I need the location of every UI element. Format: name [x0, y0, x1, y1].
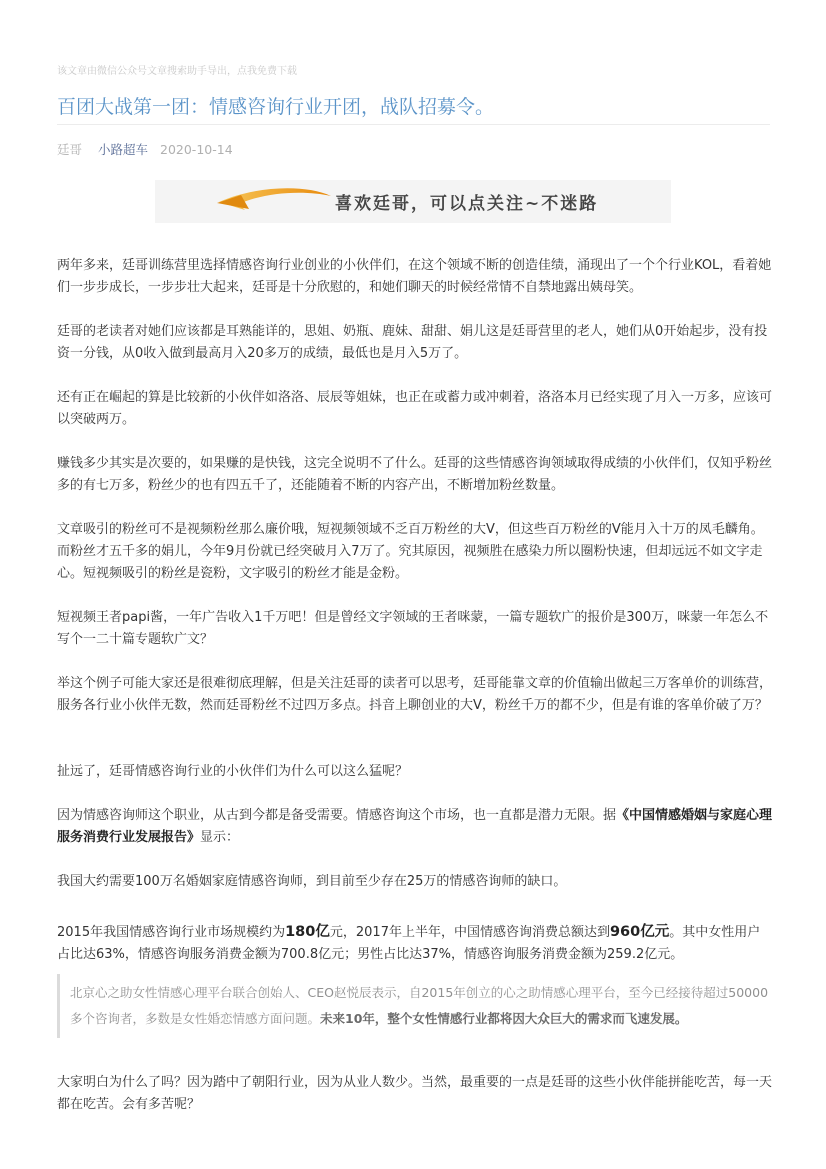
paragraph: 扯远了，廷哥情感咨询行业的小伙伴们为什么可以这么猛呢？ — [57, 764, 409, 779]
paragraph: 短视频王者papi酱，一年广告收入1千万吧！但是曾经文字领域的王者咪蒙，一篇专题软广的报价是300万，咪蒙一年怎么不写个一二十篇专题软广文？ — [57, 610, 769, 647]
quote-text: 北京心之助女性情感心理平台联合创始人、CEO赵悦辰表示，自2015年创立的心之助情感心理平台，至今已经接待超过50000多个咨询者，多数是女性婚恋情感方面问题。 — [70, 985, 769, 1026]
article-meta — [57, 140, 233, 158]
highlight-value: 180亿 — [285, 924, 330, 940]
highlight-value: 960亿元 — [609, 924, 670, 940]
paragraph: 大家明白为什么了吗？因为踏中了朝阳行业，因为从业人数少。当然，最重要的一点是廷哥的这些小伙伴能拼能吃苦，每一天都在吃苦。会有多苦呢？ — [57, 1075, 773, 1112]
follow-banner — [155, 180, 671, 223]
report-title: 《中国情感婚姻与家庭心理服务消费行业发展报告》 — [57, 808, 773, 845]
paragraph: 两年多来，廷哥训练营里选择情感咨询行业创业的小伙伴们，在这个领域不断的创造佳绩，涌现出了一个个行业KOL，看着她们一步步成长，一步步壮大起来，廷哥是十分欣慰的，和她们聊天的时候经常情不自禁地露出姨母笑。 — [57, 258, 772, 295]
follow-banner-text: 喜欢廷哥，可以点关注~不迷路 — [335, 194, 599, 214]
paragraph-text: 元，2017年上半年，中国情感咨询消费总额达到 — [329, 925, 610, 940]
paragraph-text: 因为情感咨询师这个职业，从古到今都是备受需要。情感咨询这个市场，也一直都是潜力无限。据 — [57, 808, 617, 823]
paragraph-text: 。其中女性用户占比达63%，情感咨询服务消费金额为700.8亿元；男性占比达37%，情感咨询服务消费金额为259.2亿元。 — [57, 925, 761, 962]
paragraph: 我国大约需要100万名婚姻家庭情感咨询师，到目前至少存在25万的情感咨询师的缺口。 — [57, 874, 567, 889]
article-body — [57, 255, 773, 1116]
account-name-link[interactable]: 小路超车 — [98, 142, 149, 157]
quote-emphasis: 未来10年，整个女性情感行业都将因大众巨大的需求而飞速发展。 — [320, 1011, 688, 1026]
swoosh-arrow-icon — [155, 180, 335, 223]
author-name: 廷哥 — [57, 142, 83, 157]
paragraph — [57, 805, 773, 849]
paragraph: 举这个例子可能大家还是很难彻底理解，但是关注廷哥的读者可以思考，廷哥能靠文章的价值输出做起三万客单价的训练营，服务各行业小伙伴无数，然而廷哥粉丝不过四万多点。抖音上聊创业的大V，粉丝千万的都不少，但是有谁的客单价破了万？ — [57, 676, 773, 713]
publish-date: 2020-10-14 — [160, 142, 233, 157]
paragraph: 文章吸引的粉丝可不是视频粉丝那么廉价哦，短视频领域不乏百万粉丝的大V，但这些百万粉丝的V能月入十万的凤毛麟角。而粉丝才五千多的娟儿，今年9月份就已经突破月入7万了。究其原因，视频胜在感染力所以圈粉快速，但却远远不如文字走心。短视频吸引的粉丝是瓷粉，文字吸引的粉丝才能是金粉。 — [57, 522, 764, 581]
blockquote — [57, 974, 773, 1038]
title-divider — [57, 124, 770, 125]
paragraph — [57, 921, 773, 966]
paragraph: 赚钱多少其实是次要的，如果赚的是快钱，这完全说明不了什么。廷哥的这些情感咨询领域取得成绩的小伙伴们，仅知乎粉丝多的有七万多，粉丝少的也有四五千了，还能随着不断的内容产出，不断增加粉丝数量。 — [57, 456, 773, 493]
article-title: 百团大战第一团：情感咨询行业开团，战队招募令。 — [57, 96, 495, 118]
paragraph-text: 2015年我国情感咨询行业市场规模约为 — [57, 925, 286, 940]
paragraph: 廷哥的老读者对她们应该都是耳熟能详的，思姐、奶瓶、鹿妹、甜甜、娟儿这是廷哥营里的老人，她们从0开始起步，没有投资一分钱，从0收入做到最高月入20多万的成绩，最低也是月入5万了。 — [57, 324, 768, 361]
paragraph: 还有正在崛起的算是比较新的小伙伴如洛洛、辰辰等姐妹，也正在或蓄力或冲刺着，洛洛本月已经实现了月入一万多，应该可以突破两万。 — [57, 390, 773, 427]
export-note-link[interactable]: 该文章由微信公众号文章搜索助手导出，点我免费下载 — [57, 66, 297, 77]
paragraph-text: 显示： — [200, 830, 240, 845]
